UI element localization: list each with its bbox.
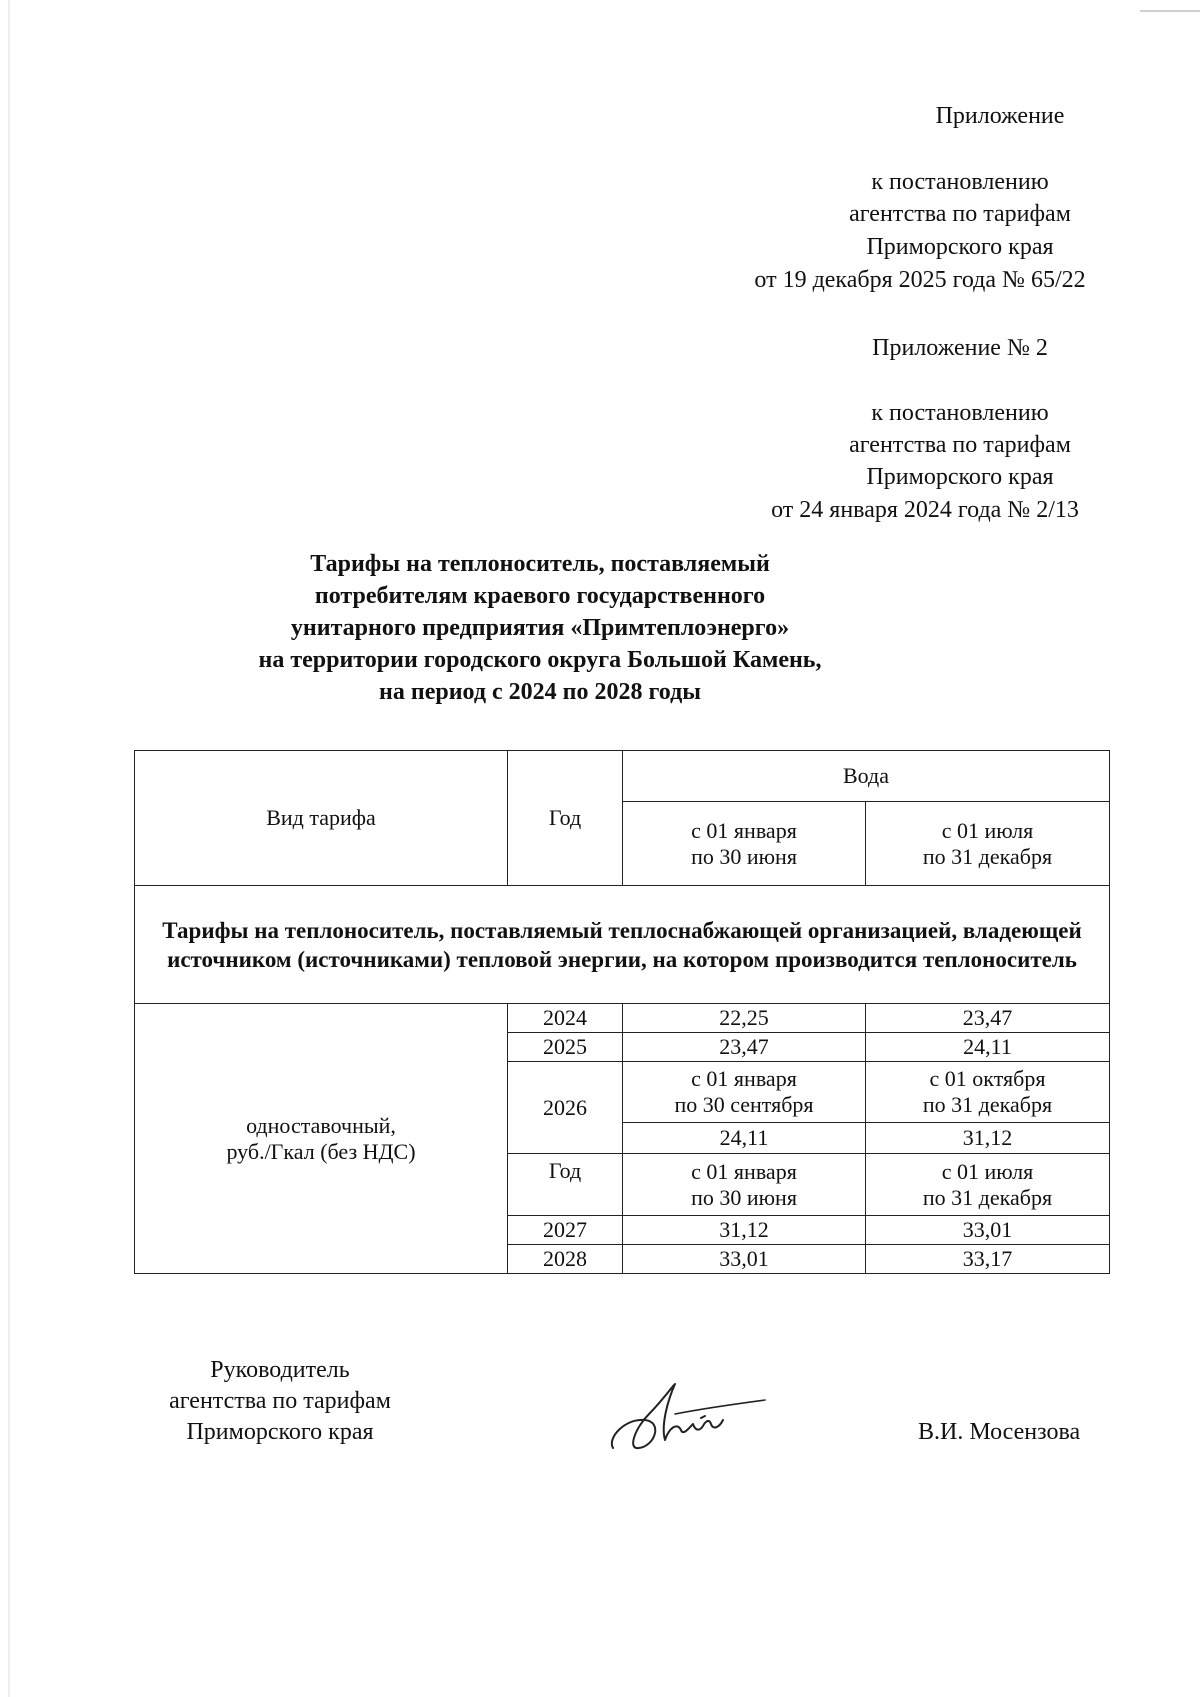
- signatory-line: Руководитель: [210, 1357, 350, 1383]
- table-header-row: [135, 751, 1110, 802]
- value-cell: 31,12: [866, 1123, 1110, 1154]
- tariff-table: [134, 750, 1110, 1274]
- header-year: Год: [508, 751, 623, 886]
- year-cell: 2024: [508, 1004, 623, 1033]
- title-line: Тарифы на теплоноситель, поставляемый: [310, 551, 770, 577]
- header-period-1: с 01 января по 30 июня: [623, 802, 866, 886]
- appendix-line: к постановлению: [871, 400, 1049, 426]
- year-cell: 2028: [508, 1245, 623, 1274]
- value-cell: 33,01: [623, 1245, 866, 1274]
- period-cell: с 01 октября по 31 декабря: [866, 1062, 1110, 1123]
- appendix-2-title: Приложение № 2: [872, 335, 1048, 361]
- title-line: унитарного предприятия «Примтеплоэнерго»: [290, 615, 790, 641]
- appendix-line: Приморского края: [866, 464, 1054, 490]
- value-cell: 22,25: [623, 1004, 866, 1033]
- year-cell: 2027: [508, 1216, 623, 1245]
- appendix-line: агентства по тарифам: [849, 201, 1071, 227]
- value-cell: 33,01: [866, 1216, 1110, 1245]
- signatory-line: агентства по тарифам: [169, 1388, 391, 1414]
- year-cell: 2025: [508, 1033, 623, 1062]
- document-title: [200, 548, 880, 708]
- appendix-line: Приморского края: [866, 234, 1054, 260]
- value-cell: 23,47: [623, 1033, 866, 1062]
- title-line: на период с 2024 по 2028 годы: [379, 679, 701, 705]
- value-cell: 31,12: [623, 1216, 866, 1245]
- period-cell: с 01 января по 30 сентября: [623, 1062, 866, 1123]
- title-line: потребителям краевого государственного: [314, 583, 766, 609]
- handwritten-signature: [605, 1378, 770, 1458]
- subheader-period-1: с 01 января по 30 июня: [623, 1154, 866, 1216]
- year-cell: 2026: [508, 1062, 623, 1154]
- value-cell: 24,11: [866, 1033, 1110, 1062]
- section-heading: Тарифы на теплоноситель, поставляемый теплоснабжающей организацией, владеющей источником (источниками) тепловой энергии, на котором производится теплоноситель: [135, 886, 1110, 1004]
- subheader-period-2: с 01 июля по 31 декабря: [866, 1154, 1110, 1216]
- scan-edge-shadow: [8, 0, 10, 1697]
- appendix-line: агентства по тарифам: [849, 432, 1071, 458]
- header-tariff-type: Вид тарифа: [135, 751, 508, 886]
- scan-edge-mark: [1140, 10, 1200, 12]
- header-period-2: с 01 июля по 31 декабря: [866, 802, 1110, 886]
- appendix-2-date: от 24 января 2024 года № 2/13: [771, 497, 1079, 523]
- value-cell: 23,47: [866, 1004, 1110, 1033]
- subheader-year: Год: [508, 1154, 623, 1216]
- signatory-position: [140, 1355, 420, 1448]
- value-cell: 24,11: [623, 1123, 866, 1154]
- value-cell: 33,17: [866, 1245, 1110, 1274]
- section-row: [135, 886, 1110, 1004]
- signatory-line: Приморского края: [186, 1419, 374, 1445]
- tariff-kind-cell: одноставочный, руб./Гкал (без НДС): [135, 1004, 508, 1274]
- title-line: на территории городского округа Большой Камень,: [258, 647, 822, 673]
- header-water: Вода: [623, 751, 1110, 802]
- appendix-date: от 19 декабря 2025 года № 65/22: [754, 267, 1086, 293]
- signatory-name: В.И. Мосензова: [918, 1419, 1081, 1445]
- appendix-line: к постановлению: [871, 169, 1049, 195]
- appendix-title: Приложение: [935, 103, 1065, 129]
- table-row: [135, 1004, 1110, 1033]
